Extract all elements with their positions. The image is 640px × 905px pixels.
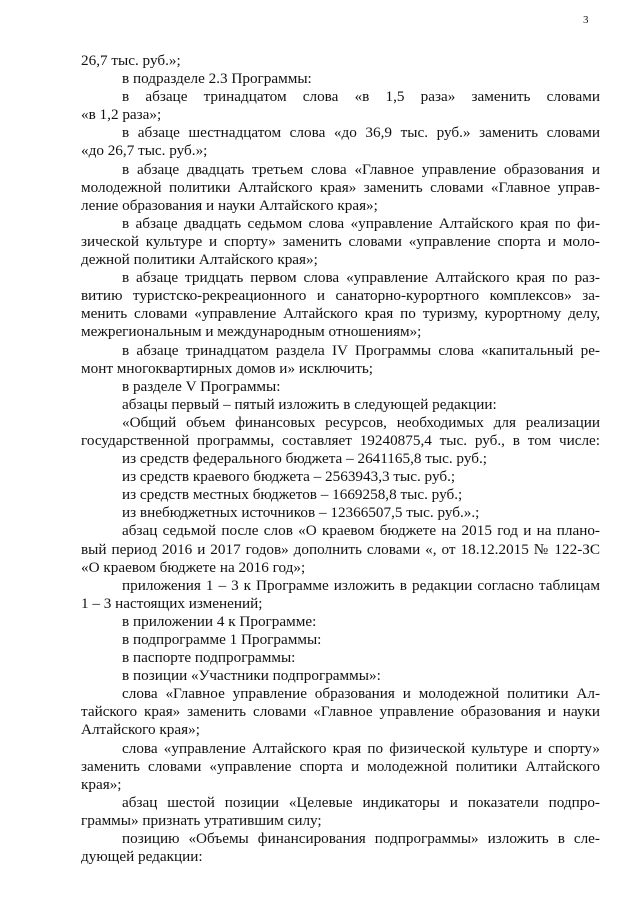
text-line: в абзаце шестнадцатом слова «до 36,9 тыс. руб.» заменить словами	[122, 124, 600, 142]
text-line: в подпрограмме 1 Программы:	[122, 631, 322, 648]
text-line: дежной политики Алтайского края»;	[81, 251, 318, 269]
text-line: дующей редакции:	[81, 848, 203, 866]
text-line: абзац шестой позиции «Целевые индикаторы и показатели подпро-	[122, 793, 600, 811]
text-line: 26,7 тыс. руб.»;	[81, 52, 181, 69]
text-line: из средств краевого бюджета – 2563943,3 тыс. руб.;	[122, 468, 456, 486]
text-line: витию туристско-рекреационного и санаторно-курортного комплексов» за-	[81, 287, 600, 305]
text-line: в паспорте подпрограммы:	[122, 649, 296, 667]
text-line: в абзаце тридцать первом слова «управление Алтайского края по раз-	[122, 269, 600, 287]
text-line: 1 – 3 настоящих изменений;	[81, 594, 263, 612]
text-line: «в 1,2 раза»;	[81, 106, 162, 124]
text-line: в приложении 4 к Программе:	[122, 612, 317, 630]
text-line: в абзаце тринадцатом слова «в 1,5 раза» заменить словами	[122, 88, 600, 106]
text-line: из внебюджетных источников – 12366507,5 тыс. руб.».;	[122, 504, 480, 522]
text-line: граммы» признать утратившим силу;	[81, 811, 322, 829]
text-line: из средств местных бюджетов – 1669258,8 тыс. руб.;	[122, 486, 463, 504]
document-body	[81, 52, 600, 866]
text-line: абзацы первый – пятый изложить в следующей редакции:	[122, 395, 497, 413]
text-line: в разделе V Программы:	[122, 377, 281, 395]
text-line: монт многоквартирных домов и» исключить;	[81, 359, 373, 377]
text-line: заменить словами «управление спорта и молодежной политики Алтайского	[81, 757, 600, 775]
text-line: абзац седьмой после слов «О краевом бюджете на 2015 год и на плано-	[122, 522, 600, 540]
text-line: слова «управление Алтайского края по физической культуре и спорту»	[122, 739, 600, 757]
text-line: «О краевом бюджете на 2016 год»;	[81, 558, 306, 576]
text-line: «Общий объем финансовых ресурсов, необходимых для реализации	[122, 413, 600, 431]
text-line: молодежной политики Алтайского края» заменить словами «Главное управ-	[81, 178, 600, 196]
text-line: ление образования и науки Алтайского края»;	[81, 196, 378, 214]
page-number: 3	[583, 14, 589, 26]
text-line: края»;	[81, 775, 122, 793]
text-line: вый период 2016 и 2017 годов» дополнить словами «, от 18.12.2015 № 122-ЗС	[81, 540, 600, 558]
text-line: государственной программы, составляет 19240875,4 тыс. руб., в том числе:	[81, 431, 600, 449]
text-line: приложения 1 – 3 к Программе изложить в редакции согласно таблицам	[122, 576, 600, 594]
text-line: в абзаце двадцать третьем слова «Главное управление образования и	[122, 160, 600, 178]
text-line: в абзаце двадцать седьмом слова «управление Алтайского края по фи-	[122, 214, 600, 232]
text-line: межрегиональным и международным отношениям»;	[81, 323, 422, 341]
text-line: Алтайского края»;	[81, 721, 200, 739]
text-line: слова «Главное управление образования и молодежной политики Ал-	[122, 685, 600, 703]
text-line: из средств федерального бюджета – 2641165,8 тыс. руб.;	[122, 450, 487, 468]
text-line: зической культуре и спорту» заменить словами «управление спорта и моло-	[81, 232, 600, 250]
text-line: позицию «Объемы финансирования подпрограммы» изложить в сле-	[122, 830, 600, 848]
text-line: в подразделе 2.3 Программы:	[122, 70, 312, 88]
text-line: тайского края» заменить словами «Главное управление образования и науки	[81, 703, 600, 721]
text-line: «до 26,7 тыс. руб.»;	[81, 142, 208, 160]
text-line: в позиции «Участники подпрограммы»:	[122, 667, 381, 685]
text-line: в абзаце тринадцатом раздела IV Программы слова «капитальный ре-	[122, 341, 600, 359]
text-line: менить словами «управление Алтайского края по туризму, курортному делу,	[81, 305, 600, 323]
